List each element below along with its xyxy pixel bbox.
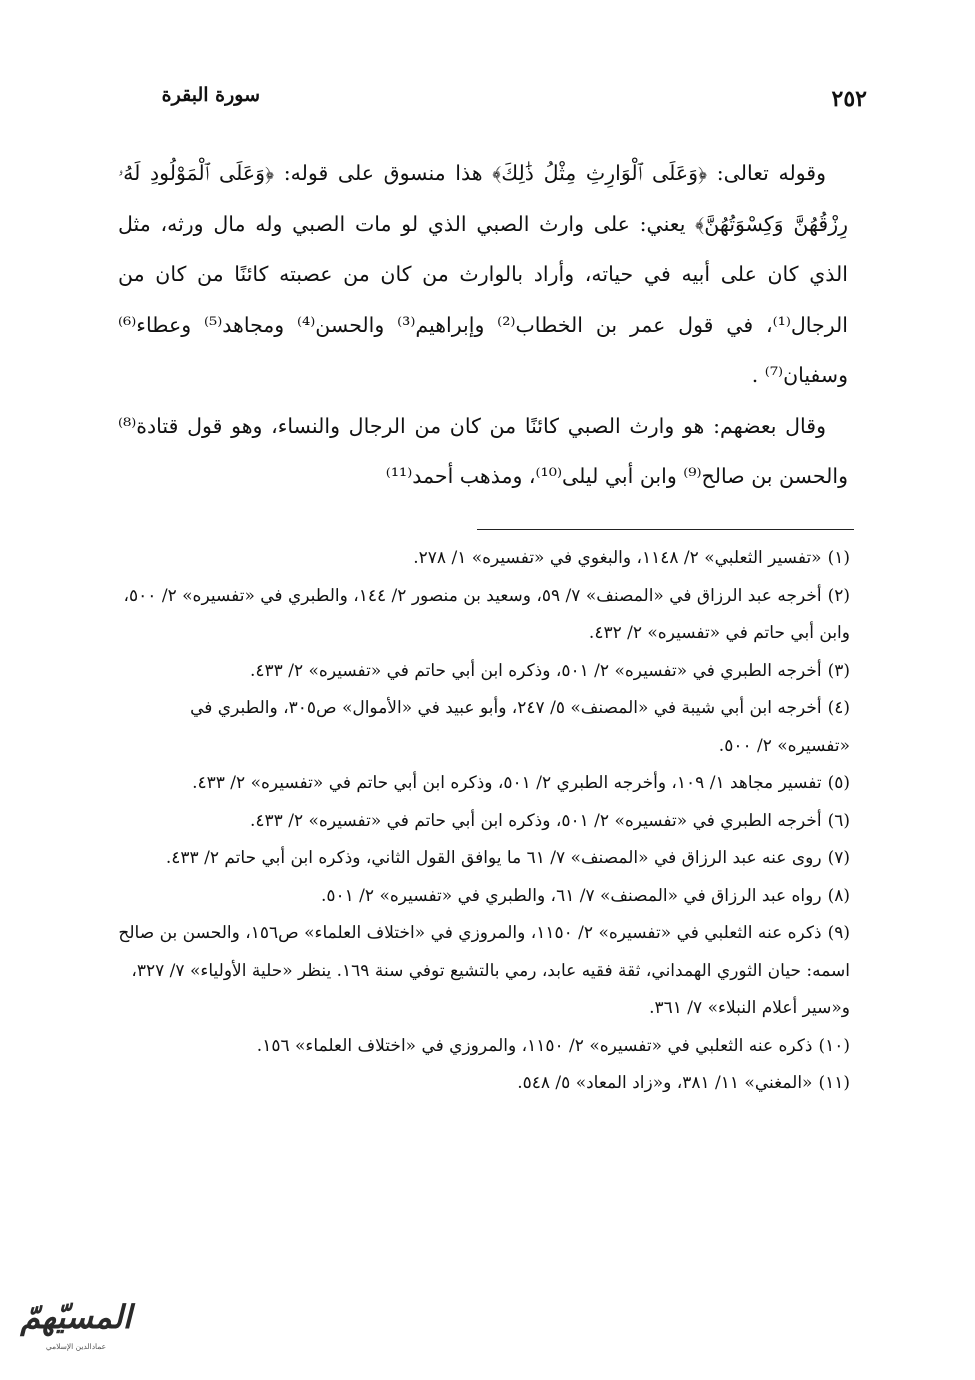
paragraph: وقال بعضهم: هو وارث الصبي كائنًا من كان من الرجال والنساء، وهو قول قتادة⁽⁸⁾ والحسن بن صالح⁽⁹⁾ وابن أبي ليلى⁽¹⁰⁾، ومذهب أحمد⁽¹¹⁾: [118, 413, 848, 488]
footnote-number: (٨): [827, 885, 850, 906]
footnote-number: (٢): [827, 585, 850, 606]
footnote: [118, 803, 850, 841]
footnote-number: (٣): [827, 660, 850, 681]
footnote: [118, 690, 850, 765]
footnote-text: أخرجه ابن أبي شيبة في «المصنف» ٥/ ٢٤٧، وأبو عبيد في «الأموال» ص٣٠٥، والطبري في «تفسيره» ٢/ ٥٠٠.: [190, 698, 850, 756]
footnote-text: أخرجه عبد الرزاق في «المصنف» ٧/ ٥٩، وسعيد بن منصور ٢/ ١٤٤، والطبري في «تفسيره» ٢/ ٥٠٠، وابن أبي حاتم في «تفسيره» ٢/ ٤٣٢.: [123, 585, 850, 643]
footnote-text: ذكره عنه الثعلبي في «تفسيره» ٢/ ١١٥٠، والمروزي في «اختلاف العلماء» ص١٥٦، والحسن بن صالح اسمه: حيان الثوري الهمداني، ثقة فقيه عابد، رمي بالتشيع توفي سنة ١٦٩. ينظر «حلية الأولياء» ٧/ ٣٢٧، و«سير أعلام النبلاء» ٧/ ٣٦١.: [118, 923, 850, 1018]
footnote: [118, 1065, 850, 1103]
footnote-text: أخرجه الطبري في «تفسيره» ٢/ ٥٠١، وذكره ابن أبي حاتم في «تفسيره» ٢/ ٤٣٣.: [250, 810, 822, 831]
surah-title: سورة البقرة: [161, 84, 260, 106]
footnote-number: (٩): [827, 923, 850, 943]
footnote-text: روى عنه عبد الرزاق في «المصنف» ٧/ ٦١ ما يوافق القول الثاني، وذكره ابن أبي حاتم ٢/ ٤٣٣.: [165, 848, 822, 868]
page-number: ٢٥٢: [831, 86, 867, 112]
watermark-logo: [10, 1292, 142, 1360]
footnote: [118, 540, 850, 578]
footnote-text: «المغني» ١١/ ٣٨١، و«زاد المعاد» ٥/ ٥٤٨.: [517, 1073, 813, 1093]
footnote-text: رواه عبد الرزاق في «المصنف» ٧/ ٦١، والطبري في «تفسيره» ٢/ ٥٠١.: [320, 885, 822, 906]
watermark-subtitle: عمادالدين الإسلامي: [45, 1342, 107, 1351]
footnote-text: ذكره عنه الثعلبي في «تفسيره» ٢/ ١١٥٠، والمروزي في «اختلاف العلماء» ١٥٦.: [256, 1035, 813, 1056]
footnote-number: (٦): [827, 810, 850, 831]
footnotes: [118, 540, 850, 1103]
footnote-number: (١٠): [818, 1035, 850, 1056]
paragraph: وقوله تعالى: ﴿وَعَلَى ٱلْوَارِثِ مِثْلُ ذَٰلِكَ﴾ هذا منسوق على قوله: ﴿وَعَلَى ٱلْمَوْلُودِ لَهُۥ رِزْقُهُنَّ وَكِسْوَتُهُنَّ﴾ يعني: على وارث الصبي الذي لو مات الصبي وله مال ورثه، مثل الذي كان على أبيه في حياته، وأراد بالوارث من كان من عصبته كائنًا من كان من الرجال⁽¹⁾، في قول عمر بن الخطاب⁽²⁾ وإبراهيم⁽³⁾ والحسن⁽⁴⁾ ومجاهد⁽⁵⁾ وعطاء⁽⁶⁾ وسفيان⁽⁷⁾ .: [118, 161, 848, 387]
footnote-text: أخرجه الطبري في «تفسيره» ٢/ ٥٠١، وذكره ابن أبي حاتم في «تفسيره» ٢/ ٤٣٣.: [250, 660, 822, 681]
footnote-number: (٤): [827, 698, 850, 718]
footnote-text: «تفسير الثعلبي» ٢/ ١١٤٨، والبغوي في «تفسيره» ١/ ٢٧٨.: [413, 548, 822, 568]
footnote: [118, 653, 850, 691]
footnote-number: (٧): [827, 848, 850, 868]
footnote-divider: [477, 529, 854, 530]
main-text: [118, 148, 848, 502]
footnote: [118, 840, 850, 878]
footnote: [118, 878, 850, 916]
footnote: [118, 915, 850, 1028]
footnote-text: تفسير مجاهد ١/ ١٠٩، وأخرجه الطبري ٢/ ٥٠١، وذكره ابن أبي حاتم في «تفسيره» ٢/ ٤٣٣.: [192, 773, 822, 793]
footnote: [118, 578, 850, 653]
footnote-number: (١١): [818, 1073, 850, 1093]
footnote: [118, 1028, 850, 1066]
footnote-number: (١): [827, 548, 850, 568]
watermark-logo-text: المسيّهمّ: [20, 1298, 132, 1336]
footnote: [118, 765, 850, 803]
footnote-number: (٥): [827, 773, 850, 793]
